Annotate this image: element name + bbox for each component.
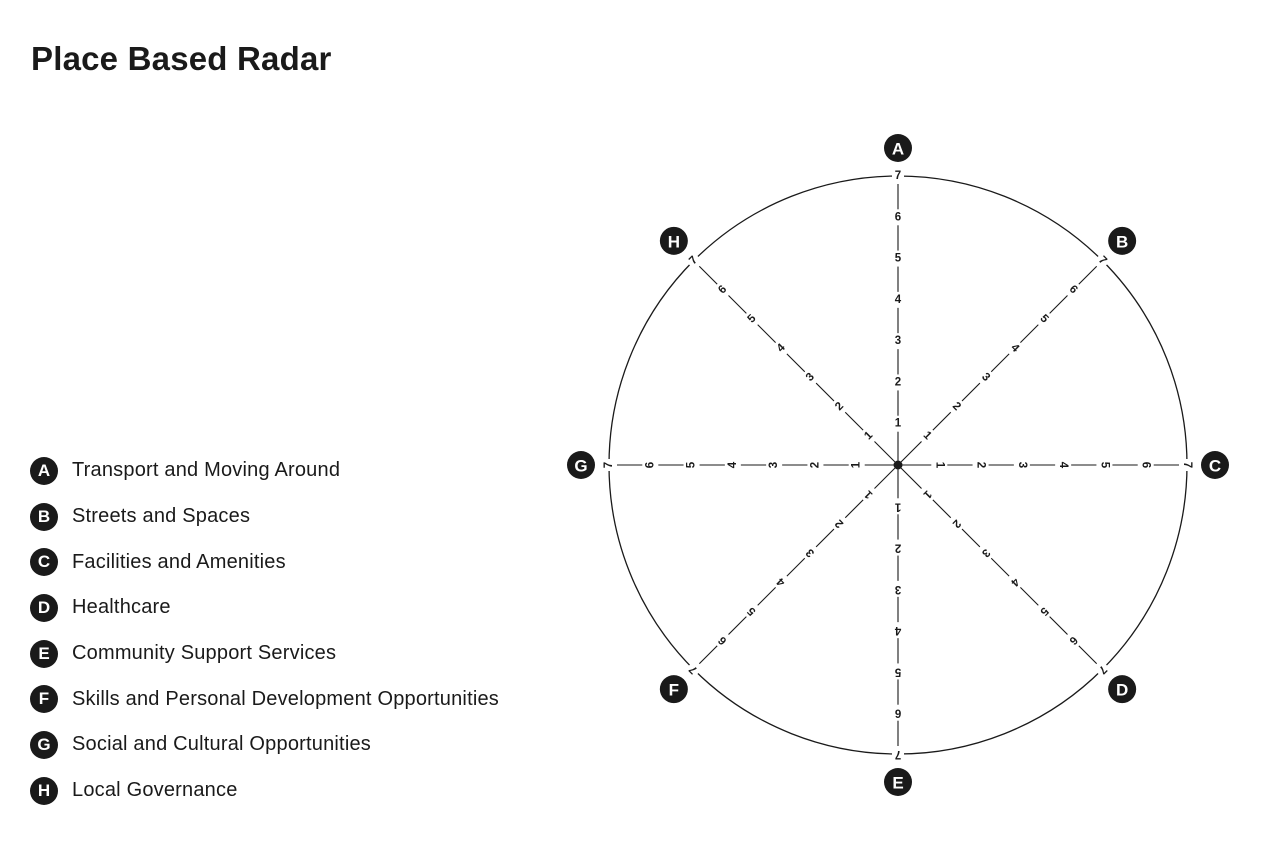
tick-label-d-5: 5 (1037, 604, 1051, 618)
tick-label-a-4: 4 (894, 293, 902, 306)
tick-label-b-3: 3 (979, 370, 993, 384)
legend-item-b (30, 494, 499, 540)
axis-badge-label-d: D (1116, 680, 1129, 700)
tick-label-g-3: 3 (768, 461, 781, 469)
tick-label-g-5: 5 (685, 461, 698, 469)
legend-item-d (30, 585, 499, 631)
legend (30, 448, 499, 814)
tick-label-b-1: 1 (920, 429, 934, 443)
axis-badge-label-f: F (668, 680, 680, 700)
tick-label-e-1: 1 (894, 500, 902, 513)
tick-label-e-3: 3 (894, 582, 902, 595)
tick-label-h-1: 1 (862, 429, 876, 443)
legend-item-g (30, 722, 499, 768)
tick-label-g-4: 4 (726, 461, 739, 469)
tick-label-f-1: 1 (862, 487, 876, 501)
tick-label-f-6: 6 (716, 633, 730, 647)
legend-label-b: Streets and Spaces (72, 505, 251, 528)
tick-label-h-6: 6 (716, 283, 730, 297)
tick-label-e-7: 7 (894, 748, 902, 760)
radar-center-dot (894, 461, 903, 470)
legend-badge-c: C (30, 548, 58, 576)
legend-badge-f: F (30, 685, 58, 713)
tick-label-a-6: 6 (894, 211, 902, 224)
tick-label-g-1: 1 (850, 461, 863, 469)
legend-badge-d: D (30, 594, 58, 622)
tick-label-b-6: 6 (1066, 283, 1080, 297)
legend-label-a: Transport and Moving Around (72, 459, 341, 482)
tick-label-a-7: 7 (894, 170, 902, 182)
legend-label-h: Local Governance (72, 779, 238, 802)
tick-label-b-7: 7 (1095, 254, 1109, 268)
legend-label-f: Skills and Personal Development Opportunities (72, 687, 499, 710)
legend-label-e: Community Support Services (72, 642, 337, 665)
tick-label-f-5: 5 (745, 604, 759, 618)
tick-label-c-3: 3 (1015, 461, 1028, 469)
tick-label-f-3: 3 (803, 546, 817, 560)
tick-label-d-4: 4 (1008, 575, 1022, 589)
tick-label-e-6: 6 (894, 706, 902, 719)
tick-label-b-4: 4 (1008, 341, 1022, 355)
tick-label-c-1: 1 (933, 461, 946, 469)
tick-label-f-7: 7 (687, 662, 701, 676)
tick-label-h-5: 5 (745, 312, 759, 326)
radar-diagram (560, 128, 1240, 808)
axis-badge-label-g: G (574, 456, 588, 476)
legend-badge-g: G (30, 731, 58, 759)
legend-badge-h: H (30, 777, 58, 805)
axis-badge-label-e: E (892, 773, 904, 793)
legend-item-a (30, 448, 499, 494)
legend-label-d: Healthcare (72, 596, 171, 619)
tick-label-d-1: 1 (920, 487, 934, 501)
tick-label-d-6: 6 (1066, 633, 1080, 647)
tick-label-d-2: 2 (949, 516, 963, 530)
tick-label-e-5: 5 (894, 665, 902, 678)
page-title: Place Based Radar (31, 40, 332, 77)
tick-label-f-4: 4 (774, 575, 788, 589)
tick-label-b-5: 5 (1037, 312, 1051, 326)
legend-badge-b: B (30, 503, 58, 531)
axis-badge-label-c: C (1208, 456, 1222, 476)
tick-label-a-1: 1 (894, 417, 902, 430)
legend-label-c: Facilities and Amenities (72, 550, 286, 573)
tick-label-b-2: 2 (949, 400, 963, 414)
tick-label-a-3: 3 (894, 335, 902, 348)
legend-badge-e: E (30, 640, 58, 668)
tick-label-f-2: 2 (833, 516, 847, 530)
tick-label-h-4: 4 (774, 341, 788, 355)
tick-label-g-7: 7 (603, 461, 615, 469)
tick-label-d-3: 3 (979, 546, 993, 560)
tick-label-a-5: 5 (894, 252, 902, 265)
tick-label-c-2: 2 (974, 461, 987, 469)
tick-label-c-7: 7 (1181, 461, 1193, 469)
tick-label-h-2: 2 (833, 400, 847, 414)
legend-item-f (30, 676, 499, 722)
tick-label-g-2: 2 (809, 461, 822, 469)
axis-badge-label-a: A (891, 139, 905, 159)
legend-badge-a: A (30, 457, 58, 485)
legend-item-e (30, 631, 499, 677)
tick-label-a-2: 2 (894, 376, 902, 389)
tick-label-h-7: 7 (687, 254, 701, 268)
axis-badge-label-h: H (667, 232, 680, 252)
tick-label-e-2: 2 (894, 541, 902, 554)
tick-label-h-3: 3 (803, 370, 817, 384)
tick-label-c-5: 5 (1098, 461, 1111, 469)
legend-label-g: Social and Cultural Opportunities (72, 733, 371, 756)
tick-label-c-4: 4 (1057, 461, 1070, 469)
tick-label-d-7: 7 (1095, 662, 1109, 676)
axis-badge-label-b: B (1116, 232, 1129, 252)
legend-item-c (30, 539, 499, 585)
legend-item-h (30, 768, 499, 814)
tick-label-e-4: 4 (894, 624, 902, 637)
tick-label-c-6: 6 (1139, 461, 1152, 469)
tick-label-g-6: 6 (644, 461, 657, 469)
